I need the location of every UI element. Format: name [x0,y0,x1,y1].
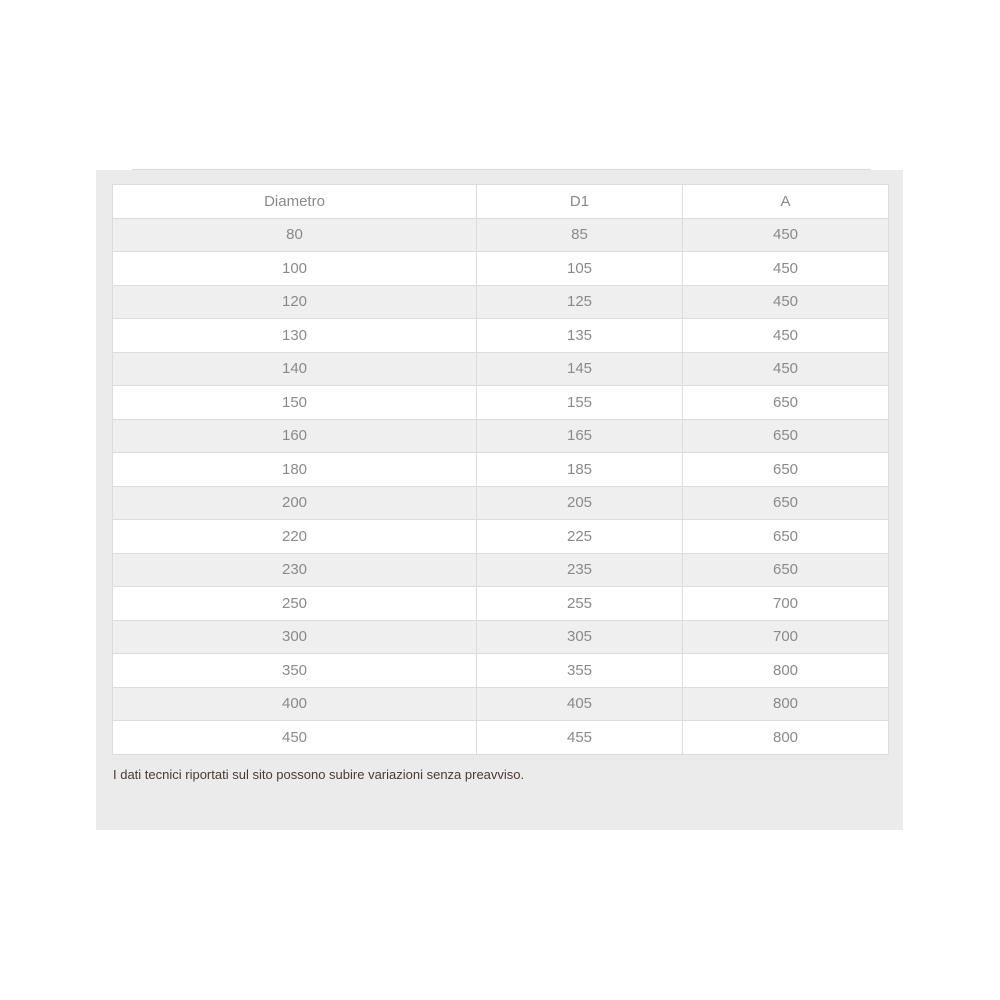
table-row [113,486,889,520]
cell-diametro: 450 [113,721,477,755]
technical-data-table [112,184,889,755]
cell-a: 450 [683,352,889,386]
cell-diametro: 100 [113,252,477,286]
cell-diametro: 400 [113,687,477,721]
table-row [113,587,889,621]
cell-d1: 355 [477,654,683,688]
table-row [113,218,889,252]
table-row [113,687,889,721]
table-row [113,285,889,319]
cell-d1: 155 [477,386,683,420]
cell-a: 650 [683,520,889,554]
cell-a: 800 [683,654,889,688]
cell-d1: 405 [477,687,683,721]
cell-diametro: 230 [113,553,477,587]
cell-a: 450 [683,319,889,353]
cell-diametro: 350 [113,654,477,688]
cell-a: 650 [683,553,889,587]
table-row [113,453,889,487]
cell-d1: 105 [477,252,683,286]
cell-diametro: 200 [113,486,477,520]
header-diametro: Diametro [113,185,477,219]
table-row [113,319,889,353]
disclaimer-note: I dati tecnici riportati sul sito possono subire variazioni senza preavviso. [113,767,525,782]
cell-a: 450 [683,252,889,286]
cell-diametro: 220 [113,520,477,554]
cell-a: 700 [683,587,889,621]
cell-a: 800 [683,687,889,721]
table-row [113,553,889,587]
cell-a: 650 [683,386,889,420]
cell-a: 650 [683,486,889,520]
cell-diametro: 180 [113,453,477,487]
cell-a: 450 [683,285,889,319]
table-row [113,721,889,755]
cell-diametro: 140 [113,352,477,386]
table-header-row [113,185,889,219]
cell-a: 700 [683,620,889,654]
cell-d1: 225 [477,520,683,554]
header-a: A [683,185,889,219]
table-row [113,520,889,554]
cell-a: 650 [683,419,889,453]
cell-d1: 135 [477,319,683,353]
cell-diametro: 250 [113,587,477,621]
table-row [113,252,889,286]
cell-d1: 145 [477,352,683,386]
cell-a: 800 [683,721,889,755]
cell-a: 650 [683,453,889,487]
table-row [113,654,889,688]
cell-d1: 165 [477,419,683,453]
table-body [113,218,889,754]
cell-diametro: 160 [113,419,477,453]
cell-diametro: 80 [113,218,477,252]
cell-d1: 235 [477,553,683,587]
table-row [113,620,889,654]
cell-diametro: 300 [113,620,477,654]
table-header [113,185,889,219]
cell-d1: 255 [477,587,683,621]
cell-a: 450 [683,218,889,252]
table-row [113,352,889,386]
cell-d1: 185 [477,453,683,487]
table-row [113,419,889,453]
table-row [113,386,889,420]
cell-d1: 305 [477,620,683,654]
cell-d1: 125 [477,285,683,319]
cell-d1: 85 [477,218,683,252]
cell-d1: 455 [477,721,683,755]
cell-diametro: 130 [113,319,477,353]
cell-d1: 205 [477,486,683,520]
cell-diametro: 120 [113,285,477,319]
header-d1: D1 [477,185,683,219]
cell-diametro: 150 [113,386,477,420]
